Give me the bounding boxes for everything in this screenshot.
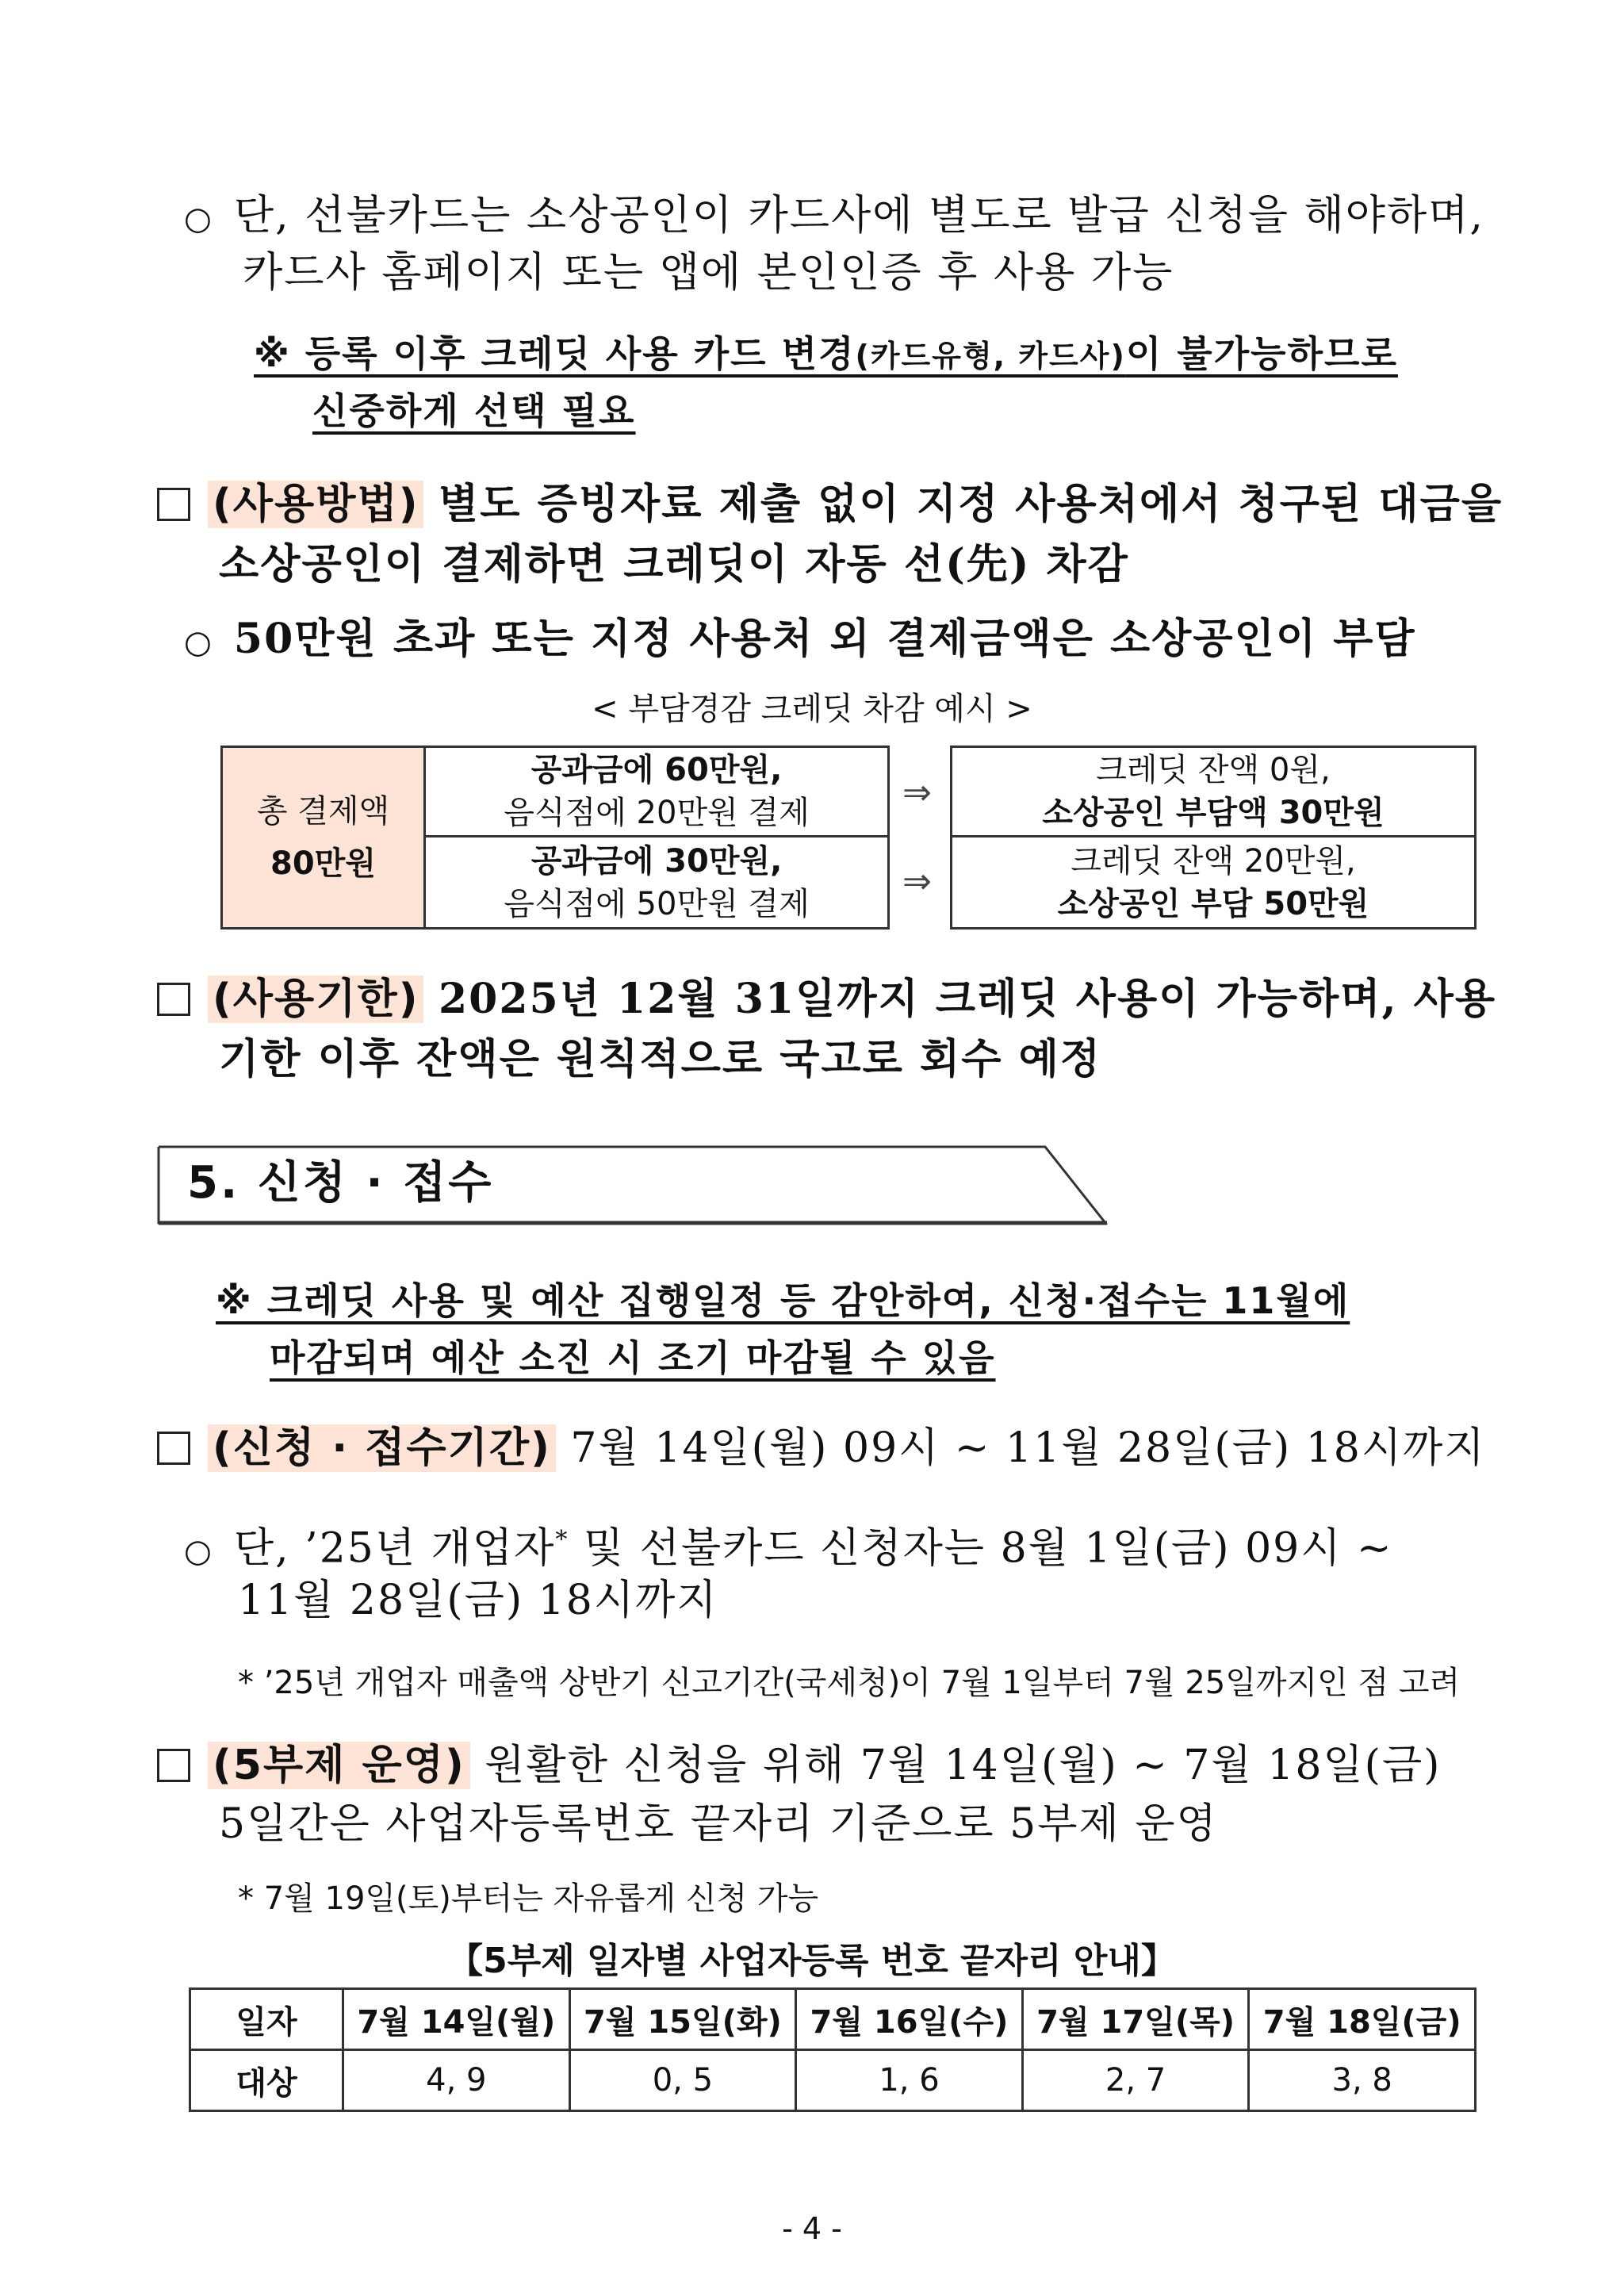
target-cell: 4, 9 bbox=[343, 2050, 570, 2111]
section5-note-line2: 마감되며 예산 소진 시 조기 마감될 수 있음 bbox=[270, 1336, 996, 1379]
result2-line1: 크레딧 잔액 20만원, bbox=[1071, 842, 1356, 880]
apply-period-label: (신청 · 접수기간) bbox=[208, 1424, 556, 1472]
circle-bullet-icon: ○ bbox=[184, 1533, 213, 1570]
apply-sub-a: 단, ’25년 개업자 bbox=[233, 1524, 556, 1573]
arrow-right-icon: ⇒ bbox=[902, 772, 932, 813]
result2-cell bbox=[952, 838, 1474, 927]
rotation-line2: 5일간은 사업자등록번호 끝자리 기준으로 5부제 운영 bbox=[219, 1800, 1218, 1848]
row-header-date: 일자 bbox=[190, 1989, 343, 2050]
page-number: - 4 - bbox=[782, 2211, 842, 2246]
apply-period-footnote: * ’25년 개업자 매출액 상반기 신고기간(국세청)이 7월 1일부터 7월 25일까지인 점 고려 bbox=[238, 1665, 1461, 1701]
rotation-text1: 원활한 신청을 위해 7월 14일(월) ~ 7월 18일(금) bbox=[485, 1742, 1442, 1789]
total-value: 80만원 bbox=[270, 845, 376, 882]
case2-line2: 음식점에 50만원 결제 bbox=[504, 885, 810, 922]
circle-bullet-icon: ○ bbox=[184, 201, 213, 237]
result1-line1: 크레딧 잔액 0원, bbox=[1096, 752, 1331, 788]
table-row bbox=[190, 2050, 1476, 2111]
result1-cell bbox=[952, 748, 1474, 838]
total-label: 총 결제액 bbox=[256, 793, 390, 830]
usage-period-text1: 2025년 12월 31일까지 크레딧 사용이 가능하며, 사용 bbox=[439, 975, 1497, 1023]
date-cell: 7월 16일(수) bbox=[796, 1989, 1023, 2050]
table-row bbox=[190, 1989, 1476, 2050]
usage-method-line1 bbox=[157, 476, 1503, 533]
result2-line2: 소상공인 부담 50만원 bbox=[1057, 885, 1369, 922]
card-change-note-small: (카드유형, 카드사) bbox=[855, 339, 1126, 374]
section-5-title: 5. 신청 · 접수 bbox=[187, 1157, 494, 1209]
case1-line1: 공과금에 60만원, bbox=[530, 752, 783, 788]
usage-method-text1: 별도 증빙자료 제출 없이 지정 사용처에서 청구된 대금을 bbox=[439, 480, 1503, 528]
apply-period-line bbox=[157, 1420, 1486, 1477]
circle-bullet-icon: ○ bbox=[184, 624, 213, 661]
card-change-note-line2: 신중하게 선택 필요 bbox=[312, 389, 636, 432]
checkbox-icon bbox=[157, 983, 190, 1016]
result1-line2: 소상공인 부담액 30만원 bbox=[1042, 795, 1385, 831]
date-cell: 7월 17일(목) bbox=[1022, 1989, 1249, 2050]
footnote-star: * bbox=[555, 1526, 569, 1554]
total-payment-cell bbox=[223, 748, 426, 927]
card-change-note-line1 bbox=[254, 325, 1398, 385]
row-header-target: 대상 bbox=[190, 2050, 343, 2111]
section-5-header bbox=[157, 1145, 1109, 1226]
rotation-table bbox=[189, 1987, 1477, 2112]
section5-note-line1: ※ 크레딧 사용 및 예산 집행일정 등 감안하여, 신청·접수는 11월에 bbox=[216, 1279, 1350, 1322]
case1-line2: 음식점에 20만원 결제 bbox=[504, 795, 810, 831]
usage-method-sub-text: 50만원 초과 또는 지정 사용처 외 결제금액은 소상공인이 부담 bbox=[233, 615, 1416, 663]
apply-period-text: 7월 14일(월) 09시 ~ 11월 28일(금) 18시까지 bbox=[570, 1424, 1486, 1472]
prepaid-line2: 카드사 홈페이지 또는 앱에 본인인증 후 사용 가능 bbox=[243, 249, 1174, 297]
rotation-line1 bbox=[157, 1737, 1441, 1794]
arrow-right-icon: ⇒ bbox=[902, 861, 932, 902]
example-left-box bbox=[220, 746, 890, 930]
rotation-table-title: 【5부제 일자별 사업자등록 번호 끝자리 안내】 bbox=[448, 1941, 1176, 1981]
apply-period-sub-line1 bbox=[184, 1512, 1393, 1580]
target-cell: 2, 7 bbox=[1022, 2050, 1249, 2111]
example-title: < 부담경감 크레딧 차감 예시 > bbox=[592, 691, 1032, 727]
usage-method-line2: 소상공인이 결제하면 크레딧이 자동 선(先) 차감 bbox=[219, 540, 1129, 588]
apply-sub-b: 및 선불카드 신청자는 8월 1일(금) 09시 ~ bbox=[583, 1524, 1393, 1573]
checkbox-icon bbox=[157, 1749, 190, 1782]
checkbox-icon bbox=[157, 1432, 190, 1465]
target-cell: 1, 6 bbox=[796, 2050, 1023, 2111]
usage-period-line1 bbox=[157, 971, 1496, 1028]
case2-cell bbox=[426, 838, 887, 927]
checkbox-icon bbox=[157, 488, 190, 521]
apply-period-sub-line2: 11월 28일(금) 18시까지 bbox=[238, 1577, 718, 1624]
card-change-note-a: ※ 등록 이후 크레딧 사용 카드 변경 bbox=[254, 332, 856, 375]
bullet-line-prepaid-card bbox=[184, 187, 1484, 247]
rotation-footnote: * 7월 19일(토)부터는 자유롭게 신청 가능 bbox=[238, 1880, 819, 1917]
usage-period-label: (사용기한) bbox=[208, 976, 423, 1023]
rotation-label: (5부제 운영) bbox=[208, 1742, 470, 1789]
target-cell: 0, 5 bbox=[569, 2050, 796, 2111]
prepaid-line1: 단, 선불카드는 소상공인이 카드사에 별도로 발급 신청을 해야하며, bbox=[233, 192, 1484, 240]
date-cell: 7월 14일(월) bbox=[343, 1989, 570, 2050]
usage-period-line2: 기한 이후 잔액은 원칙적으로 국고로 회수 예정 bbox=[219, 1035, 1102, 1083]
target-cell: 3, 8 bbox=[1249, 2050, 1476, 2111]
usage-method-sub bbox=[184, 611, 1416, 671]
case1-cell bbox=[426, 748, 887, 838]
date-cell: 7월 15일(화) bbox=[569, 1989, 796, 2050]
card-change-note-b: 이 불가능하므로 bbox=[1125, 332, 1398, 375]
example-right-box bbox=[950, 746, 1477, 930]
usage-method-label: (사용방법) bbox=[208, 481, 423, 528]
date-cell: 7월 18일(금) bbox=[1249, 1989, 1476, 2050]
case2-line1: 공과금에 30만원, bbox=[530, 842, 783, 880]
